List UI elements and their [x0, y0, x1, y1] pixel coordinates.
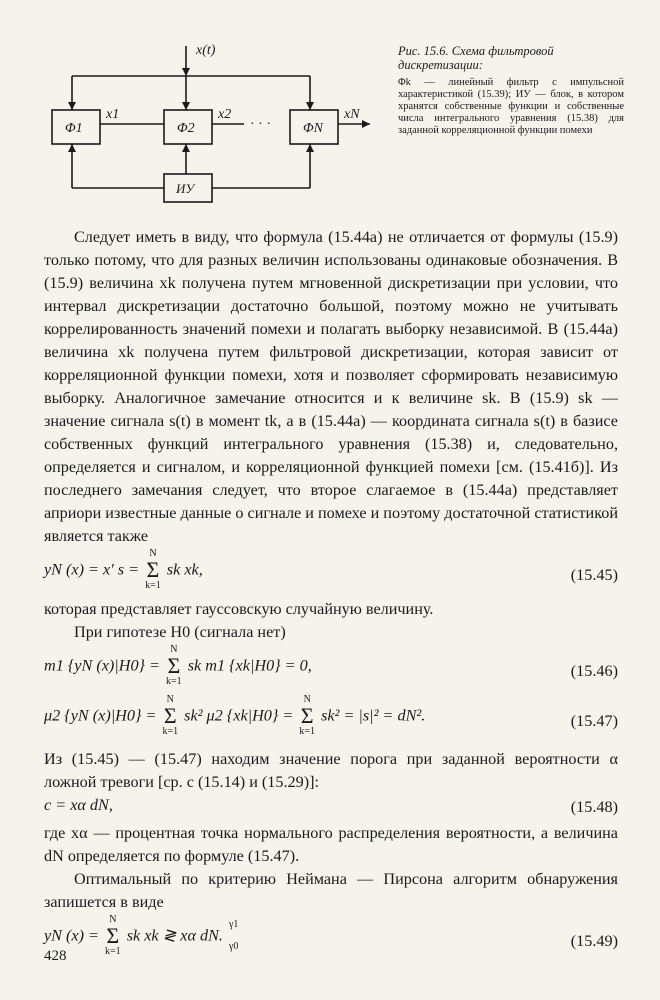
equation-15-47-body: μ2 {yN (x)|H0} = N Σ k=1 sk² μ2 {xk|H0} = N Σ k=1 sk² = |s|² = dN². — [44, 694, 426, 737]
iu-label: ИУ — [176, 181, 195, 196]
equation-15-49 — [44, 914, 618, 964]
paragraph-2: которая представляет гауссовскую случайную величину. — [44, 600, 434, 618]
threshold-gamma1: γ1 — [228, 919, 239, 930]
equation-number-15-46: (15.46) — [570, 662, 618, 680]
paragraph-4: Из (15.45) — (15.47) находим значение порога при заданной вероятности α ложной тревоги [ср. с (15.14) и (15.29)]: — [44, 750, 618, 791]
paragraph-1: Следует иметь в виду, что формула (15.44а) не отличается от формулы (15.9) только потому, что для разных величин использованы одинаковые обозначения. В (15.9) величина xk получена путем мгновенной дискретизации при условии, что интервал дискретизации достаточно большой, поэтому можно не учитывать коррелированность значений помехи и полагать выборку независимой. В (15.44а) величина xk получена путем фильтровой дискретизации, которая зависит от корреляционной функции помехи, хотя и позволяет сформировать независимую выборку. Аналогичное замечание относится и к величине sk. В (15.9) sk — значение сигнала s(t) в момент tk, а в (15.44а) — координата сигнала s(t) в базисе собственных функций интегрального уравнения (15.38) и, следовательно, определяется и сигналом, и корреляционной функцией помехи [см. (15.41б)]. Из последнего замечания следует, что второе слагаемое в (15.44а) представляет априори известные данные о сигнале и помехе и поэтому достаточной статистикой является также — [44, 228, 619, 545]
output-label-n: xN — [344, 107, 360, 122]
paragraph-6: Оптимальный по критерию Неймана — Пирсона алгоритм обнаружения запишется в виде — [44, 870, 618, 911]
equation-15-46 — [44, 644, 618, 694]
arrow-down-n — [306, 102, 314, 110]
equation-15-45-body: yN (x) = x′ s = N Σ k=1 sk xk, — [44, 548, 203, 591]
output-label-2: x2 — [218, 107, 232, 122]
paragraph-5: где xα — процентная точка нормального распределения вероятности, а величина dN определяется по формуле (15.47). — [44, 824, 618, 865]
equation-15-49-body: yN (x) = N Σ k=1 sk xk ≷ xα dN. γ1 γ0 — [44, 914, 239, 957]
input-signal-label: x(t) — [196, 43, 216, 58]
block-diagram-svg — [40, 40, 380, 210]
arrow-up-2 — [182, 144, 190, 152]
caption-body: Φk — линейный фильтр с импульсной характеристикой (15.39); ИУ — блок, в котором хранятся собственные функции и собственные числа интегрального уравнения (15.38) для заданной корреляционной функции помехи — [398, 77, 624, 136]
caption-title: Рис. 15.6. Схема фильтровой дискретизации: — [398, 44, 554, 72]
block-label-n: ΦN — [303, 121, 323, 136]
arrow-down-1 — [68, 102, 76, 110]
equation-15-45 — [44, 548, 618, 598]
body-text — [44, 226, 618, 964]
equation-number-15-49: (15.49) — [570, 932, 618, 950]
page-number: 428 — [44, 948, 67, 964]
arrow-up-1 — [68, 144, 76, 152]
equation-15-47 — [44, 694, 618, 748]
block-label-1: Φ1 — [65, 121, 83, 136]
output-label-1: x1 — [106, 107, 120, 122]
block-label-2: Φ2 — [177, 121, 195, 136]
equation-15-46-body: m1 {yN (x)|H0} = N Σ k=1 sk m1 {xk|H0} = 0, — [44, 644, 312, 687]
arrow-input — [182, 68, 190, 76]
equation-number-15-48: (15.48) — [570, 798, 618, 816]
equation-number-15-45: (15.45) — [570, 566, 618, 584]
threshold-gamma0: γ0 — [228, 941, 239, 952]
equation-15-48-body: c = xα dN, — [44, 796, 113, 814]
equation-number-15-47: (15.47) — [570, 712, 618, 730]
arrow-down-2 — [182, 102, 190, 110]
equation-15-48 — [44, 794, 618, 822]
arrow-out-n — [362, 120, 370, 128]
filter-discretization-diagram — [40, 40, 380, 210]
ellipsis-dots: · · · — [250, 117, 271, 132]
paragraph-3: При гипотезе H0 (сигнала нет) — [74, 623, 286, 641]
figure-caption — [398, 44, 624, 137]
arrow-up-n — [306, 144, 314, 152]
